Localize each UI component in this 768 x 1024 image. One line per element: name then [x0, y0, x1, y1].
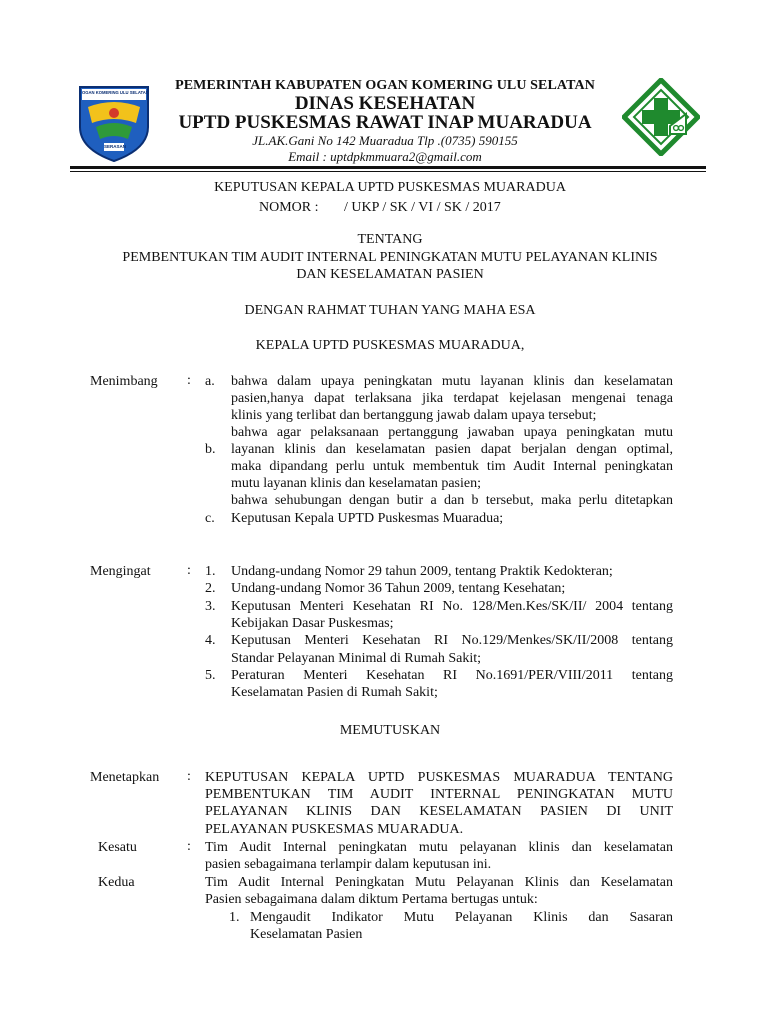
mengingat-colon: :	[187, 563, 191, 578]
menimbang-b-line4: mutu layanan klinis dan keselamatan pasien;	[231, 476, 481, 491]
decree-subject-line2: DAN KESELAMATAN PASIEN	[296, 267, 484, 282]
kesatu-line1: Tim Audit Internal peningkatan mutu pelayanan klinis dan keselamatan	[205, 840, 673, 855]
letterhead-address: JL.AK.Gani No 142 Muaradua Tlp .(0735) 590155	[252, 133, 518, 148]
menetapkan-label: Menetapkan	[90, 770, 160, 785]
mengingat-n3: 3.	[205, 599, 216, 614]
letterhead-rule-thin	[70, 171, 706, 172]
menetapkan-colon: :	[187, 769, 191, 784]
regency-coat-of-arms-icon	[76, 83, 152, 163]
menetapkan-line1: KEPUTUSAN KEPALA UPTD PUSKESMAS MUARADUA TENTANG	[205, 770, 673, 785]
kedua-line2: Pasien sebagaimana dalam diktum Pertama bertugas untuk:	[205, 892, 538, 907]
menimbang-b-mark: b.	[205, 442, 216, 457]
decree-title: KEPUTUSAN KEPALA UPTD PUSKESMAS MUARADUA	[214, 180, 566, 195]
decree-subject-line1: PEMBENTUKAN TIM AUDIT INTERNAL PENINGKATAN MUTU PELAYANAN KLINIS	[122, 250, 658, 265]
menimbang-c-line2: Keputusan Kepala UPTD Puskesmas Muaradua;	[231, 511, 504, 526]
mengingat-n2: 2.	[205, 581, 216, 596]
menimbang-colon: :	[187, 373, 191, 388]
menetapkan-line4: PELAYANAN PUSKESMAS MUARADUA.	[205, 822, 464, 837]
letterhead-email: Email : uptdpkmmuara2@gmail.com	[288, 149, 482, 164]
mengingat-item5-line2: Keselamatan Pasien di Rumah Sakit;	[231, 685, 438, 700]
mengingat-item3-line1: Keputusan Menteri Kesehatan RI No. 128/Men.Kes/SK/II/ 2004 tentang	[231, 599, 673, 614]
logo-caption-top: OGAN KOMERING ULU SELATAN	[82, 90, 149, 95]
kepala-line: KEPALA UPTD PUSKESMAS MUARADUA,	[255, 338, 525, 353]
kedua-line1: Tim Audit Internal Peningkatan Mutu Pelayanan Klinis dan Keselamatan	[205, 875, 673, 890]
rahmat-line: DENGAN RAHMAT TUHAN YANG MAHA ESA	[244, 303, 536, 318]
kedua-item1-line2: Keselamatan Pasien	[250, 927, 363, 942]
decree-number-label: NOMOR :	[259, 200, 319, 215]
menetapkan-line3: PELAYANAN KLINIS DAN KESELAMATAN PASIEN DI UNIT	[205, 804, 673, 819]
decree-number-value: / UKP / SK / VI / SK / 2017	[344, 200, 501, 215]
mengingat-label: Mengingat	[90, 564, 151, 579]
menimbang-a-line1: bahwa dalam upaya peningkatan mutu layanan klinis dan keselamatan	[231, 374, 673, 389]
mengingat-item2: Undang-undang Nomor 36 Tahun 2009, tentang Kesehatan;	[231, 581, 566, 596]
mengingat-n1: 1.	[205, 564, 216, 579]
mengingat-item4-line2: Standar Pelayanan Minimal di Rumah Sakit;	[231, 651, 482, 666]
kesatu-label: Kesatu	[98, 840, 137, 855]
kesatu-colon: :	[187, 839, 191, 854]
mengingat-n4: 4.	[205, 633, 216, 648]
kesatu-line2: pasien sebagaimana terlampir dalam keputusan ini.	[205, 857, 492, 872]
menimbang-a-mark: a.	[205, 374, 215, 389]
letterhead-agency: DINAS KESEHATAN	[294, 93, 476, 114]
logo-caption-bottom: SERASAN	[104, 144, 127, 149]
mengingat-item1: Undang-undang Nomor 29 tahun 2009, tentang Praktik Kedokteran;	[231, 564, 613, 579]
menimbang-b-line2: layanan klinis dan keselamatan pasien dapat berjalan dengan optimal,	[231, 442, 673, 457]
letterhead-rule-thick	[70, 166, 706, 169]
mengingat-n5: 5.	[205, 668, 216, 683]
puskesmas-cross-icon	[622, 78, 700, 156]
menimbang-b-line3: maka dipandang perlu untuk membentuk tim Audit Internal peningkatan	[231, 459, 673, 474]
menimbang-b-line1: bahwa agar pelaksanaan pertanggung jawaban upaya peningkatan mutu	[231, 425, 673, 440]
mengingat-item4-line1: Keputusan Menteri Kesehatan RI No.129/Menkes/SK/II/2008 tentang	[231, 633, 673, 648]
menimbang-a-line2: pasien,hanya dapat terlaksana jika terdapat kejelasan mengenai tenaga	[231, 391, 673, 406]
mengingat-item3-line2: Kebijakan Dasar Puskesmas;	[231, 616, 394, 631]
letterhead-government: PEMERINTAH KABUPATEN OGAN KOMERING ULU SELATAN	[175, 78, 595, 93]
kedua-label: Kedua	[98, 875, 135, 890]
menetapkan-line2: PEMBENTUKAN TIM AUDIT INTERNAL PENINGKATAN MUTU	[205, 787, 673, 802]
mengingat-item5-line1: Peraturan Menteri Kesehatan RI No.1691/PER/VIII/2011 tentang	[231, 668, 673, 683]
menimbang-a-line3: klinis yang terlibat dan bertanggung jawab dalam upaya tersebut;	[231, 408, 597, 423]
memutuskan-heading: MEMUTUSKAN	[339, 723, 441, 738]
menimbang-label: Menimbang	[90, 374, 158, 389]
tentang-heading: TENTANG	[357, 232, 423, 247]
menimbang-c-line1: bahwa sehubungan dengan butir a dan b tersebut, maka perlu ditetapkan	[231, 493, 673, 508]
menimbang-c-mark: c.	[205, 511, 215, 526]
letterhead-institution: UPTD PUSKESMAS RAWAT INAP MUARADUA	[178, 112, 592, 133]
kedua-item1-line1: Mengaudit Indikator Mutu Pelayanan Klinis dan Sasaran	[250, 910, 673, 925]
kedua-n1: 1.	[229, 910, 240, 925]
